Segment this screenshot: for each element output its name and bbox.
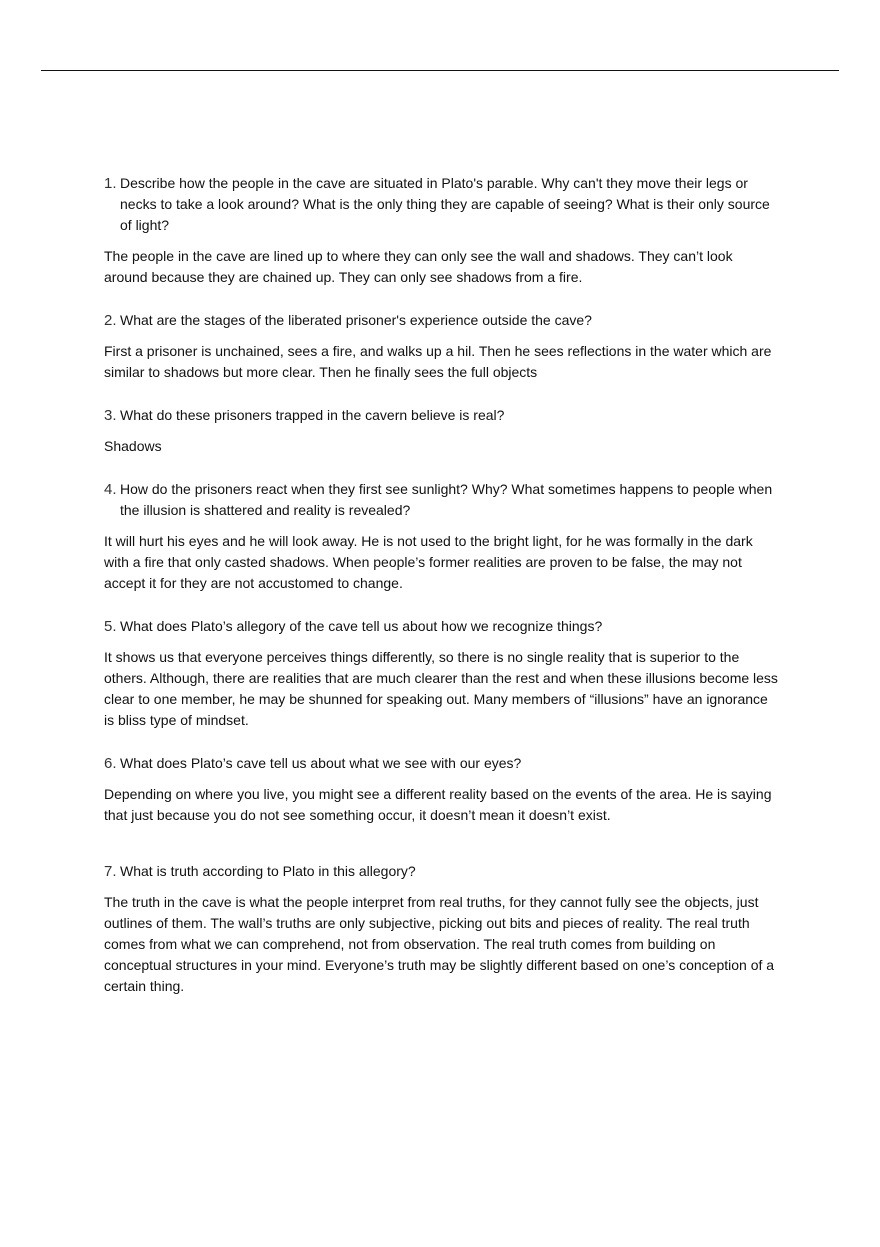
answer-5: It shows us that everyone perceives things differently, so there is no single reality that is superior to the others. Although, there are realities that are much clearer than the rest and when these illusions become less clear to one member, he may be shunned for speaking out. Many members of “illusions” have an ignorance is bliss type of mindset. xyxy=(104,649,778,728)
question-number-3: 3. xyxy=(104,407,117,424)
header-rule xyxy=(41,70,839,71)
question-3 xyxy=(104,405,779,426)
qa-item-6 xyxy=(104,753,779,826)
question-number-6: 6. xyxy=(104,755,117,772)
qa-item-5 xyxy=(104,616,779,731)
answer-3: Shadows xyxy=(104,438,162,454)
answer-1: The people in the cave are lined up to where they can only see the wall and shadows. They can’t look around because they are chained up. They can only see shadows from a fire. xyxy=(104,248,733,285)
question-number-5: 5. xyxy=(104,618,117,635)
qa-item-2 xyxy=(104,310,779,383)
question-text-6: What does Plato’s cave tell us about what we see with our eyes? xyxy=(120,755,522,771)
question-2 xyxy=(104,310,779,331)
question-text-5: What does Plato’s allegory of the cave tell us about how we recognize things? xyxy=(120,618,603,634)
question-number-7: 7. xyxy=(104,863,117,880)
document-body xyxy=(104,173,779,997)
qa-item-7 xyxy=(104,861,779,997)
answer-7: The truth in the cave is what the people interpret from real truths, for they cannot fully see the objects, just outlines of them. The wall’s truths are only subjective, picking out bits and pieces of reality. The real truth comes from what we can comprehend, not from observation. The real truth comes from building on conceptual structures in your mind. Everyone’s truth may be slightly different based on one’s conception of a certain thing. xyxy=(104,894,775,994)
answer-4: It will hurt his eyes and he will look away. He is not used to the bright light, for he was formally in the dark with a fire that only casted shadows. When people’s former realities are proven to be false, the may not accept it for they are not accustomed to change. xyxy=(104,533,753,591)
question-text-4: How do the prisoners react when they first see sunlight? Why? What sometimes happens to people when the illusion is shattered and reality is revealed? xyxy=(120,481,773,518)
question-text-1: Describe how the people in the cave are situated in Plato's parable. Why can't they move their legs or necks to take a look around? What is the only thing they are capable of seeing? What is their only source of light? xyxy=(120,175,770,233)
question-text-3: What do these prisoners trapped in the cavern believe is real? xyxy=(120,407,505,423)
question-4 xyxy=(104,479,779,521)
question-number-4: 4. xyxy=(104,481,117,498)
qa-item-3 xyxy=(104,405,779,457)
question-6 xyxy=(104,753,779,774)
question-text-2: What are the stages of the liberated prisoner's experience outside the cave? xyxy=(120,312,592,328)
qa-item-4 xyxy=(104,479,779,594)
answer-2: First a prisoner is unchained, sees a fire, and walks up a hil. Then he sees reflections in the water which are similar to shadows but more clear. Then he finally sees the full objects xyxy=(104,343,772,380)
answer-6: Depending on where you live, you might see a different reality based on the events of the area. He is saying that just because you do not see something occur, it doesn’t mean it doesn’t exist. xyxy=(104,786,772,823)
question-number-2: 2. xyxy=(104,312,117,329)
question-text-7: What is truth according to Plato in this allegory? xyxy=(120,863,416,879)
question-7 xyxy=(104,861,779,882)
qa-item-1 xyxy=(104,173,779,288)
question-number-1: 1. xyxy=(104,175,117,192)
question-5 xyxy=(104,616,779,637)
question-1 xyxy=(104,173,779,236)
